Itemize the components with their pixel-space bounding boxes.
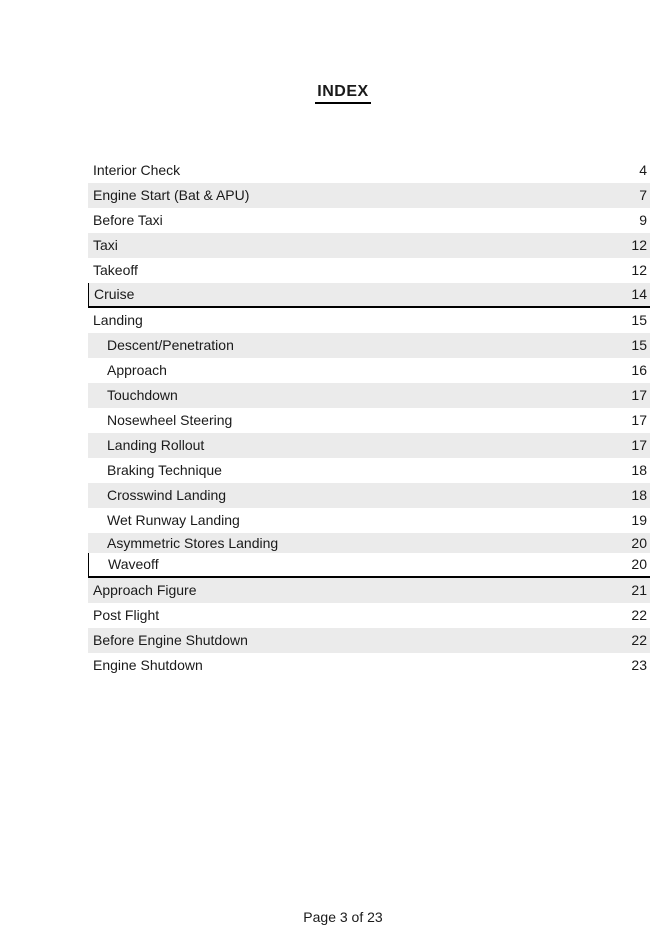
- index-row: [88, 158, 650, 183]
- index-row: [88, 408, 650, 433]
- index-row: [88, 183, 650, 208]
- index-entry-page: 19: [631, 512, 647, 528]
- index-entry-page: 18: [631, 462, 647, 478]
- index-entry-label: Waveoff: [108, 556, 159, 572]
- index-entry-label: Interior Check: [93, 162, 181, 178]
- index-entry-page: 4: [639, 162, 647, 178]
- index-entry-label: Takeoff: [93, 262, 138, 278]
- index-entry-label: Engine Shutdown: [93, 657, 203, 673]
- index-row: [88, 308, 650, 333]
- index-row: [88, 483, 650, 508]
- index-entry-label: Landing Rollout: [107, 437, 205, 453]
- index-row: [88, 333, 650, 358]
- index-entry-label: Approach: [107, 362, 167, 378]
- page-title: INDEX: [315, 83, 370, 104]
- index-row: [88, 383, 650, 408]
- index-entry-page: 17: [631, 437, 647, 453]
- index-entry-label: Post Flight: [93, 607, 160, 623]
- index-entry-label: Wet Runway Landing: [107, 512, 240, 528]
- index-row: [88, 653, 650, 678]
- index-row: [88, 533, 650, 553]
- index-row: [88, 358, 650, 383]
- index-entry-page: 16: [631, 362, 647, 378]
- index-entry-page: 18: [631, 487, 647, 503]
- index-entry-page: 14: [631, 286, 647, 302]
- index-entry-label: Cruise: [94, 286, 135, 302]
- index-entry-label: Nosewheel Steering: [107, 412, 233, 428]
- index-table: [88, 158, 650, 678]
- index-row: [88, 233, 650, 258]
- index-entry-page: 20: [631, 556, 647, 572]
- index-entry-page: 7: [639, 187, 647, 203]
- index-row: [88, 578, 650, 603]
- index-entry-label: Descent/Penetration: [107, 337, 234, 353]
- index-entry-label: Landing: [93, 312, 143, 328]
- index-entry-page: 21: [631, 582, 647, 598]
- index-entry-label: Asymmetric Stores Landing: [107, 535, 279, 551]
- index-entry-page: 23: [631, 657, 647, 673]
- index-row: [88, 283, 650, 308]
- index-entry-label: Crosswind Landing: [107, 487, 227, 503]
- index-entry-label: Approach Figure: [93, 582, 197, 598]
- index-entry-label: Before Engine Shutdown: [93, 632, 248, 648]
- index-entry-label: Before Taxi: [93, 212, 163, 228]
- index-entry-page: 22: [631, 607, 647, 623]
- index-entry-label: Taxi: [93, 237, 118, 253]
- index-entry-label: Touchdown: [107, 387, 178, 403]
- index-entry-page: 9: [639, 212, 647, 228]
- page-title-wrap: [0, 83, 670, 104]
- index-row: [88, 603, 650, 628]
- page-footer: Page 3 of 23: [303, 909, 383, 925]
- index-row: [88, 628, 650, 653]
- index-row: [88, 458, 650, 483]
- index-entry-page: 17: [631, 412, 647, 428]
- index-entry-label: Engine Start (Bat & APU): [93, 187, 250, 203]
- index-row: [88, 208, 650, 233]
- index-entry-page: 20: [631, 535, 647, 551]
- index-row: [88, 433, 650, 458]
- index-row: [88, 553, 650, 578]
- index-entry-page: 15: [631, 312, 647, 328]
- index-entry-label: Braking Technique: [107, 462, 222, 478]
- index-row: [88, 258, 650, 283]
- index-entry-page: 17: [631, 387, 647, 403]
- index-entry-page: 12: [631, 262, 647, 278]
- index-entry-page: 12: [631, 237, 647, 253]
- index-entry-page: 15: [631, 337, 647, 353]
- index-row: [88, 508, 650, 533]
- index-entry-page: 22: [631, 632, 647, 648]
